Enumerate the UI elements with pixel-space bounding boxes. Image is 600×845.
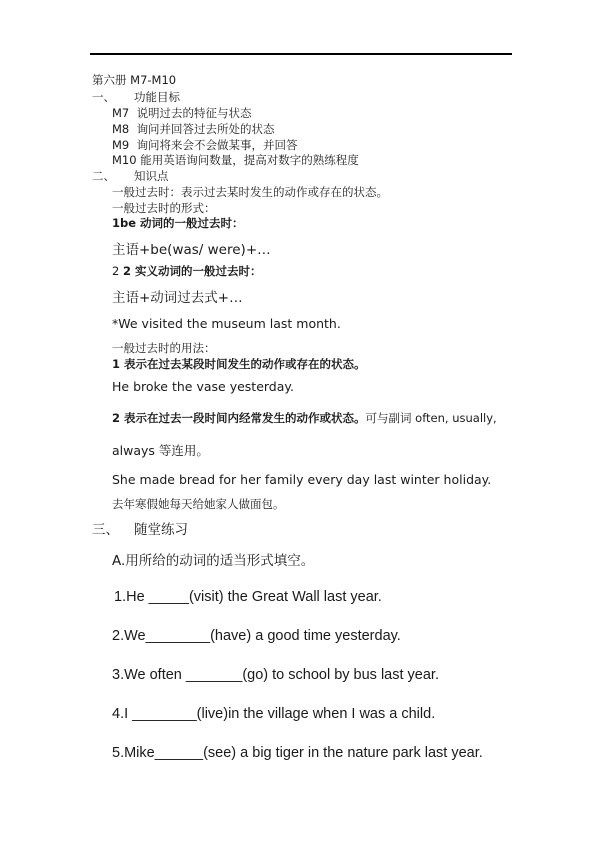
be-verb-label: 1be 动词的一般过去时： <box>112 216 244 230</box>
usage-rule-2-continued: always 等连用。 <box>112 443 209 458</box>
example-sentence-zh: 去年寒假她每天给她家人做面包。 <box>112 497 285 511</box>
exercise-item: 1.He _____(visit) the Great Wall last year. <box>114 589 382 605</box>
goal-item: M8 询问并回答过去所处的状态 <box>112 122 275 136</box>
section3-heading: 随堂练习 <box>134 522 188 538</box>
usage-rule-2: 2 表示在过去一段时间内经常发生的动作或状态。可与副词 often, usually, <box>112 411 497 425</box>
section2-heading: 知识点 <box>134 169 169 183</box>
section2-number: 二、 <box>92 169 115 183</box>
usage-1-example: He broke the vase yesterday. <box>112 379 294 394</box>
goal-item: M10 能用英语询问数量，提高对数字的熟练程度 <box>112 153 359 167</box>
header-rule <box>90 53 512 55</box>
exercise-instruction: A.用所给的动词的适当形式填空。 <box>112 553 315 569</box>
example-sentence: *We visited the museum last month. <box>112 316 341 331</box>
action-verb-formula: 主语+动词过去式+… <box>112 290 243 306</box>
document-title: 第六册 M7-M10 <box>92 73 177 87</box>
goal-item: M7 说明过去的特征与状态 <box>112 106 252 120</box>
example-sentence-en: She made bread for her family every day last winter holiday. <box>112 472 492 487</box>
section1-number: 一、 <box>92 90 115 104</box>
usage-rule-1: 1 表示在过去某段时间发生的动作或存在的状态。 <box>112 357 366 371</box>
exercise-item: 5.Mike______(see) a big tiger in the nature park last year. <box>112 745 483 761</box>
section3-number: 三、 <box>92 522 119 538</box>
section1-heading: 功能目标 <box>134 90 180 104</box>
exercise-item: 3.We often _______(go) to school by bus last year. <box>112 667 439 683</box>
goal-item: M9 询问将来会不会做某事，并回答 <box>112 138 298 152</box>
exercise-item: 4.I ________(live)in the village when I was a child. <box>112 706 436 722</box>
action-verb-label: 2 2 实义动词的一般过去时： <box>112 264 262 278</box>
form-title: 一般过去时的形式： <box>112 201 216 215</box>
usage-title: 一般过去时的用法： <box>112 341 216 355</box>
be-verb-formula: 主语+be(was/ were)+… <box>112 242 271 258</box>
exercise-item: 2.We________(have) a good time yesterday. <box>112 628 401 644</box>
tense-definition: 一般过去时：表示过去某时发生的动作或存在的状态。 <box>112 185 388 199</box>
